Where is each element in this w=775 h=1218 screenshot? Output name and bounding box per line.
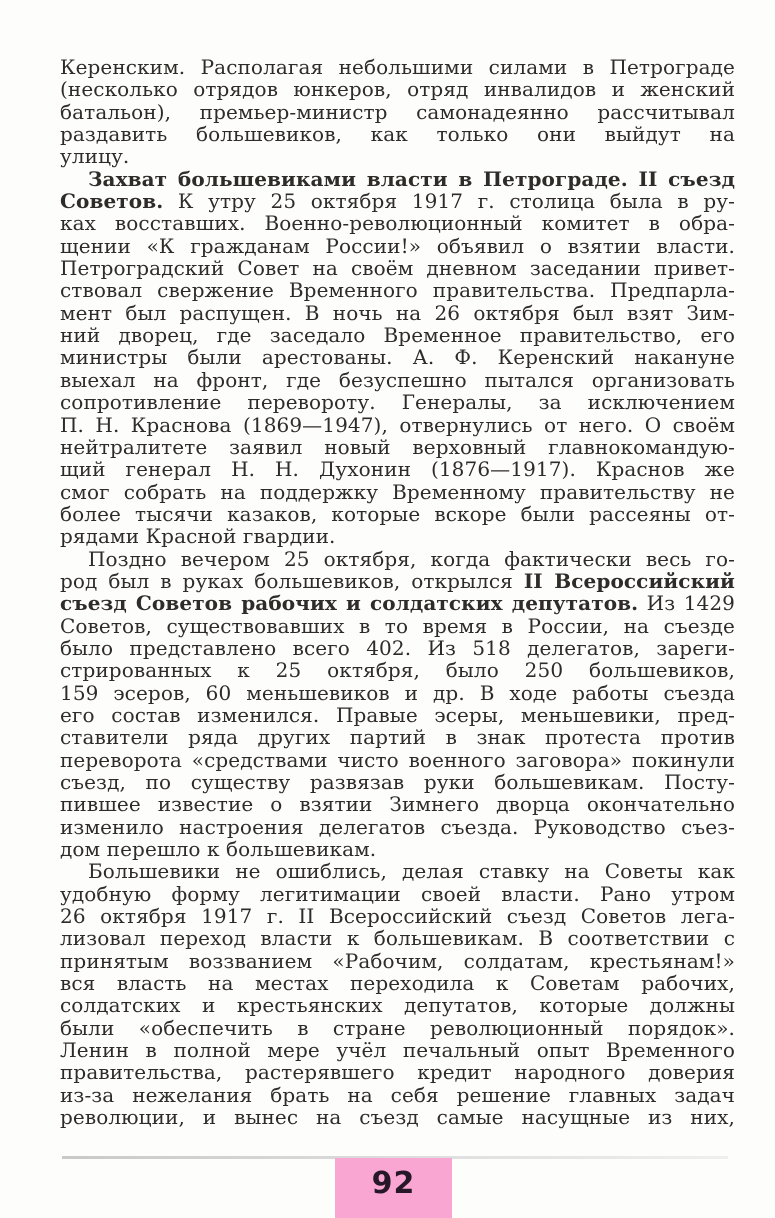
text-segment: удобную форму легитимации своей власти. Рано утром — [60, 881, 735, 906]
text-segment: Из 1429 — [638, 591, 735, 616]
text-line — [60, 682, 735, 704]
text-line — [60, 56, 735, 78]
text-segment: было представлено всего 402. Из 518 делегатов, зареги- — [60, 635, 735, 660]
text-segment: Керенским. Располагая небольшими силами в Петрограде — [60, 55, 735, 79]
text-line — [60, 615, 735, 637]
text-line — [60, 503, 735, 525]
text-segment: лизовал переход власти к большевикам. В соответствии с — [60, 926, 735, 951]
text-line — [60, 972, 735, 994]
text-segment: Поздно вечером 25 октября, когда фактически весь го- — [88, 546, 735, 571]
text-segment: ках восставших. Военно-революционный комитет в обра- — [60, 211, 735, 236]
text-line — [60, 1039, 735, 1061]
text-segment: нейтралитете заявил новый верховный главнокомандую- — [60, 434, 735, 459]
text-segment: правительства, растерявшего кредит народного доверия — [60, 1060, 735, 1085]
text-segment: (несколько отрядов юнкеров, отряд инвалидов и женский — [60, 77, 735, 102]
text-line — [60, 168, 735, 190]
text-line — [60, 592, 735, 614]
text-segment: стрированных к 25 октября, было 250 большевиков, — [60, 658, 735, 683]
text-line — [60, 257, 735, 279]
text-segment: выехал на фронт, где безуспешно пытался организовать — [60, 367, 735, 392]
text-line — [60, 302, 735, 324]
text-segment: щении «К гражданам России!» объявил о взятии власти. — [60, 233, 735, 258]
text-line — [60, 78, 735, 100]
text-line — [60, 883, 735, 905]
text-line — [60, 123, 735, 145]
text-line — [60, 1061, 735, 1083]
text-segment: переворота «средствами чисто военного заговора» покинули — [60, 747, 735, 772]
text-segment: род был в руках большевиков, открылся — [60, 568, 524, 593]
bold-text-segment: II Всероссийский — [523, 568, 735, 593]
text-line — [60, 659, 735, 681]
text-line — [60, 212, 735, 234]
text-segment: пившее известие о взятии Зимнего дворца окончательно — [60, 792, 735, 817]
text-line — [60, 481, 735, 503]
text-line — [60, 570, 735, 592]
text-line — [60, 279, 735, 301]
text-segment: улицу. — [60, 144, 130, 169]
text-line — [60, 414, 735, 436]
text-segment: принятым воззванием «Рабочим, солдатам, крестьянам!» — [60, 948, 735, 973]
text-line — [60, 838, 735, 860]
text-segment: министры были арестованы. А. Ф. Керенский накануне — [60, 345, 735, 370]
text-segment: съезд, по существу развязав руки большевикам. Посту- — [60, 770, 735, 794]
text-segment: дом перешло к большевикам. — [60, 837, 377, 862]
text-segment: щий генерал Н. Н. Духонин (1876—1917). Краснов же — [60, 457, 735, 482]
page-number: 92 — [371, 1165, 416, 1201]
text-segment: его состав изменился. Правые эсеры, меньшевики, пред- — [60, 702, 735, 727]
text-line — [60, 525, 735, 547]
text-line — [60, 905, 735, 927]
text-segment: 26 октября 1917 г. II Всероссийский съезд Советов лега- — [60, 904, 735, 929]
text-segment: К утру 25 октября 1917 г. столица была в ру- — [163, 189, 735, 214]
text-segment: из-за нежелания брать на себя решение главных задач — [60, 1082, 735, 1107]
text-line — [60, 324, 735, 346]
text-line — [60, 190, 735, 212]
text-line — [60, 950, 735, 972]
text-segment: ний дворец, где заседало Временное правительство, его — [60, 323, 735, 348]
bold-text-segment: съезд Советов рабочих и солдатских депутатов. — [60, 591, 639, 616]
text-segment: Большевики не ошиблись, делая ставку на Советы как — [88, 859, 735, 884]
text-segment: 159 эсеров, 60 меньшевиков и др. В ходе работы съезда — [60, 680, 735, 705]
text-segment: Ленин в полной мере учёл печальный опыт Временного — [60, 1038, 735, 1063]
text-segment: Советов, существовавших в то время в России, на съезде — [60, 613, 735, 638]
text-line — [60, 927, 735, 949]
text-line — [60, 860, 735, 882]
text-line — [60, 793, 735, 815]
text-line — [60, 726, 735, 748]
text-line — [60, 771, 735, 793]
text-line — [60, 458, 735, 480]
text-segment: ставители ряда других партий в знак протеста против — [60, 725, 735, 750]
text-segment: смог собрать на поддержку Временному правительству не — [60, 479, 735, 504]
text-segment: ствовал свержение Временного правительства. Предпарла- — [60, 278, 735, 303]
text-segment: рядами Красной гвардии. — [60, 524, 336, 549]
text-segment: вся власть на местах переходила к Советам рабочих, — [60, 971, 735, 996]
text-segment: сопротивление перевороту. Генералы, за исключением — [60, 390, 735, 415]
text-line — [60, 436, 735, 458]
page-number-badge — [335, 1158, 452, 1218]
text-line — [60, 994, 735, 1016]
bold-text-segment: Советов. — [60, 189, 164, 214]
text-content — [60, 56, 735, 1129]
text-line — [60, 235, 735, 257]
bold-text-segment: Захват большевиками власти в Петрограде. II съезд — [88, 166, 735, 191]
text-line — [60, 346, 735, 368]
text-segment: солдатских и крестьянских депутатов, которые должны — [60, 993, 735, 1018]
text-segment: батальон), премьер-министр самонадеянно рассчитывал — [60, 99, 735, 124]
text-segment: были «обеспечить в стране революционный порядок». — [60, 1015, 735, 1040]
text-line — [60, 391, 735, 413]
text-line — [60, 637, 735, 659]
text-line — [60, 1017, 735, 1039]
text-line — [60, 704, 735, 726]
text-line — [60, 749, 735, 771]
text-line — [60, 548, 735, 570]
text-segment: революции, и вынес на съезд самые насущные из них, — [60, 1105, 735, 1130]
text-segment: более тысячи казаков, которые вскоре были рассеяны от- — [60, 501, 735, 526]
text-segment: Петроградский Совет на своём дневном заседании привет- — [60, 256, 735, 281]
text-segment: изменило настроения делегатов съезда. Руководство съез- — [60, 814, 735, 839]
text-segment: П. Н. Краснова (1869—1947), отвернулись от него. О своём — [60, 412, 735, 437]
text-line — [60, 145, 735, 167]
text-segment: раздавить большевиков, как только они выйдут на — [60, 122, 735, 147]
text-line — [60, 369, 735, 391]
text-segment: мент был распущен. В ночь на 26 октября был взят Зим- — [60, 300, 735, 325]
text-line — [60, 816, 735, 838]
text-line — [60, 101, 735, 123]
text-line — [60, 1106, 735, 1128]
text-line — [60, 1084, 735, 1106]
